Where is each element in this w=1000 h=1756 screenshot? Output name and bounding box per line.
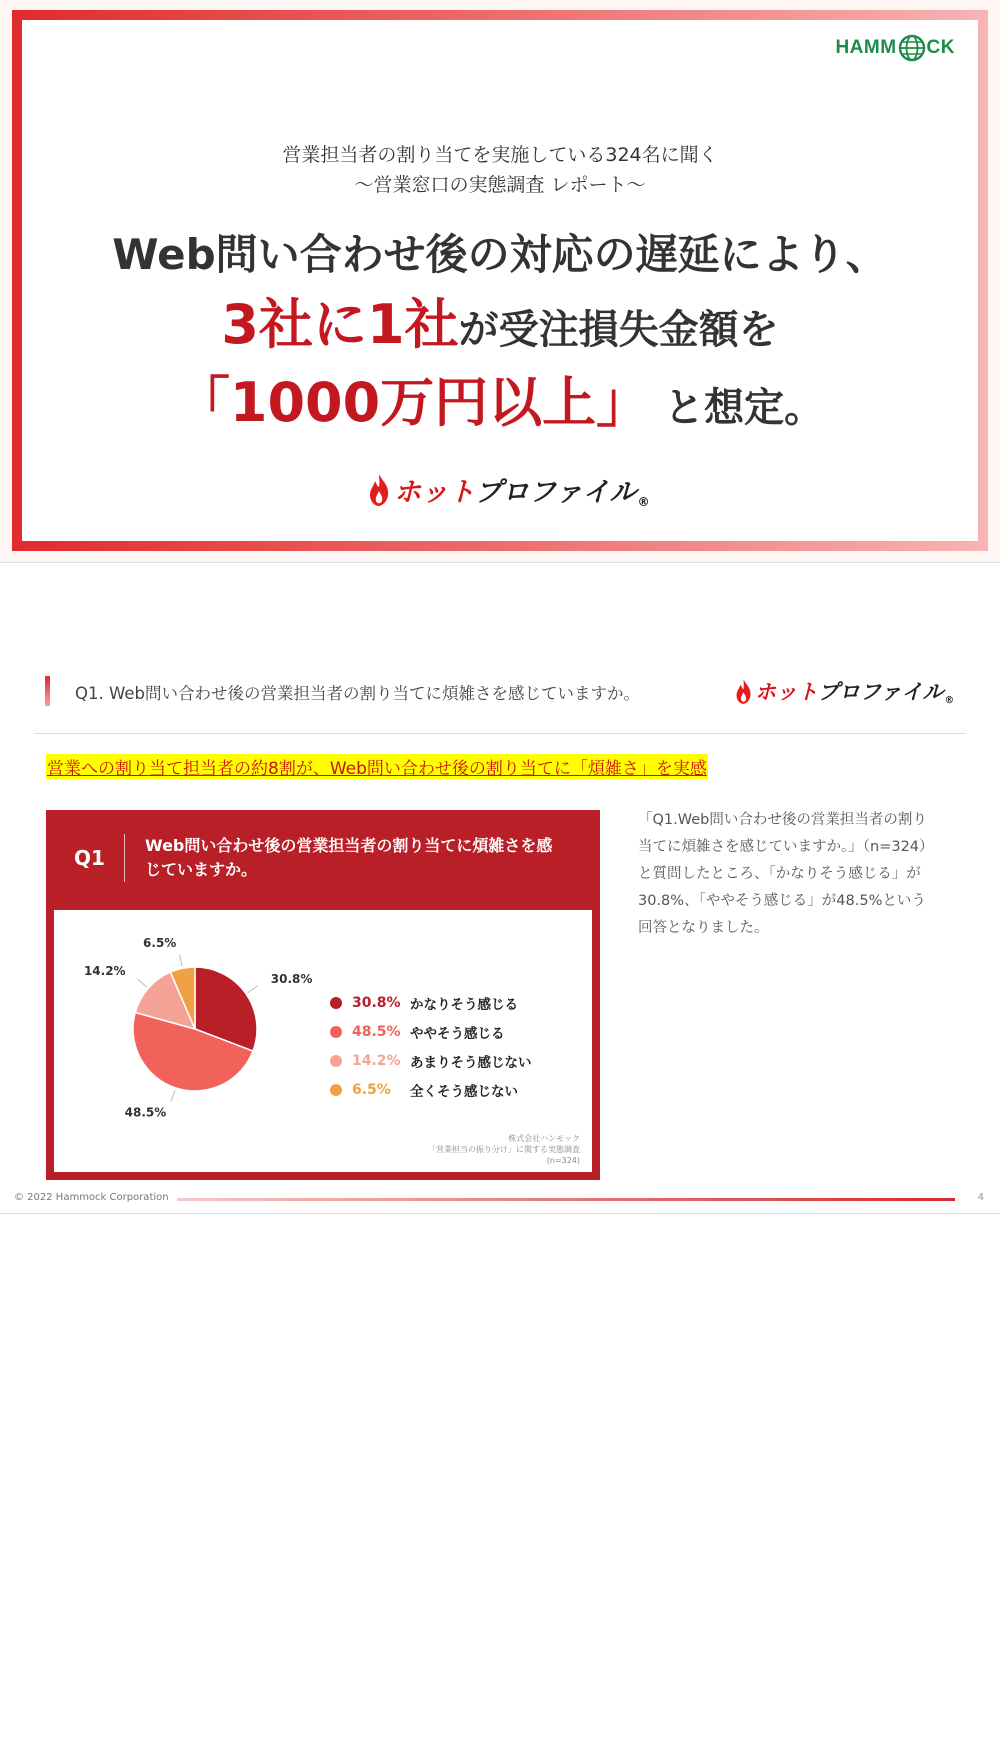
hammock-logo <box>835 34 955 62</box>
legend-value: 6.5% <box>352 1081 391 1098</box>
legend-item <box>330 1075 532 1104</box>
chart-card <box>46 810 600 1180</box>
legend-label: 全くそう感じない <box>410 1083 518 1100</box>
pie-data-label: 6.5% <box>143 935 177 950</box>
pie-data-label: 14.2% <box>83 964 126 979</box>
globe-icon <box>898 34 926 62</box>
headline-line-3 <box>0 360 1000 437</box>
card-title: Web問い合わせ後の営業担当者の割り当てに煩雑さを感じていますか。 <box>145 836 553 879</box>
legend-value: 30.8% <box>352 994 401 1011</box>
legend-item <box>330 1046 532 1075</box>
slide-divider <box>0 1213 1000 1214</box>
footer-bar <box>177 1198 955 1201</box>
subtitle-line-2: ～営業窓口の実態調査 レポート～ <box>354 174 646 196</box>
flame-icon <box>735 678 752 705</box>
source-line-1: 株式会社ハンモック <box>508 1134 580 1143</box>
chart-source <box>428 1133 580 1166</box>
source-line-3: (n=324) <box>546 1156 580 1165</box>
legend-label: かなりそう感じる <box>410 996 518 1013</box>
brand-hot: ホット <box>394 477 475 508</box>
title-slide <box>0 0 1000 562</box>
brand-profile: プロファイル <box>817 680 944 704</box>
results-slide <box>0 563 1000 1213</box>
result-description: 「Q1.Web問い合わせ後の営業担当者の割り当てに煩雑さを感じていますか。」（n=324）と質問したところ、「かなりそう感じる」が30.8%、「ややそう感じる」が48.5%という回答となりました。 <box>638 812 927 936</box>
legend-label: ややそう感じる <box>410 1025 505 1042</box>
card-divider <box>124 834 125 882</box>
brand-registered: ® <box>637 495 650 509</box>
pie-leader-line <box>138 979 147 987</box>
legend-swatch <box>330 1084 342 1096</box>
brand-hot: ホット <box>754 680 818 704</box>
legend-item <box>330 1017 532 1046</box>
headline-line-2 <box>0 282 1000 359</box>
headline-line-3-rest: と想定。 <box>650 385 825 431</box>
legend-value: 48.5% <box>352 1023 401 1040</box>
headline-highlight-2: 「1000万円以上」 <box>175 371 651 434</box>
subtitle-line-1: 営業担当者の割り当てを実施している324名に聞く <box>282 144 718 166</box>
headline-highlight-1: 3社に1社 <box>221 293 459 356</box>
pie-leader-line <box>171 1090 175 1101</box>
legend-swatch <box>330 1026 342 1038</box>
question-accent-bar <box>45 676 50 706</box>
hammock-logo-left: HAMM <box>835 37 897 58</box>
brand-registered: ® <box>944 695 954 706</box>
headline-line-2-rest: が受注損失金額を <box>458 307 779 353</box>
hammock-logo-right: CK <box>926 37 955 58</box>
pie-leader-line <box>180 955 182 967</box>
flame-icon <box>368 473 390 507</box>
hot-profile-logo-small <box>735 676 954 706</box>
hot-profile-logo <box>368 470 650 509</box>
legend-item <box>330 988 532 1017</box>
header-rule <box>34 733 966 734</box>
legend-label: あまりそう感じない <box>410 1054 532 1071</box>
chart-legend <box>330 988 532 1104</box>
footer-copyright: © 2022 Hammock Corporation <box>14 1192 169 1203</box>
key-finding-highlight: 営業への割り当て担当者の約8割が、Web問い合わせ後の割り当てに「煩雑さ」を実感 <box>46 754 708 779</box>
source-line-2: 「営業担当の振り分け」に関する実態調査 <box>428 1145 580 1154</box>
chart-panel <box>54 910 592 1172</box>
brand-profile: プロファイル <box>475 477 637 508</box>
legend-swatch <box>330 997 342 1009</box>
legend-value: 14.2% <box>352 1052 401 1069</box>
headline-line-1: Web問い合わせ後の対応の遅延により、 <box>112 230 888 279</box>
question-header: Q1. Web問い合わせ後の営業担当者の割り当てに煩雑さを感じていますか。 <box>75 684 640 703</box>
pie-data-label: 30.8% <box>270 972 313 987</box>
pie-leader-line <box>248 986 258 993</box>
card-question-label: Q1 <box>74 846 105 870</box>
legend-swatch <box>330 1055 342 1067</box>
page-number: 4 <box>977 1192 984 1203</box>
pie-data-label: 48.5% <box>124 1105 167 1120</box>
